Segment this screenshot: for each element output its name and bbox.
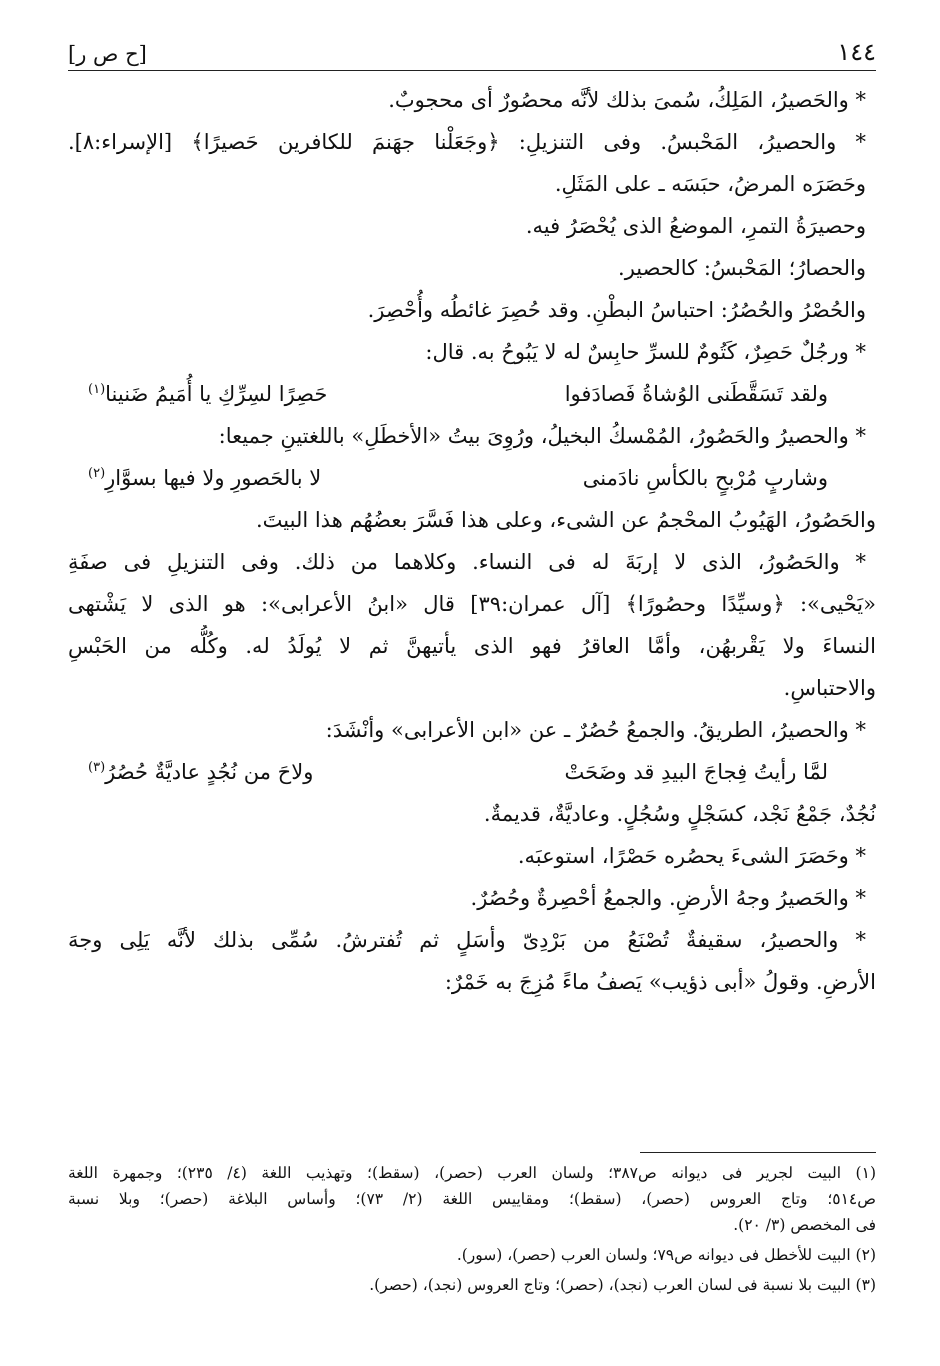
footnote-line: (٢) البيت للأخطل فى ديوانه ص٧٩؛ ولسان العرب (حصر)، (سور). [456,1246,876,1264]
text-line: وحَصَرَه المرضُ، حبَسَه ـ على المَثَلِ. [554,172,866,196]
text-line: * ورجُلٌ حَصِرٌ، كَتُومٌ للسرِّ حابِسٌ له لا يَبُوحُ به. قال: [425,340,866,364]
text-line: * والحَصُورُ، الذى لا إربَةَ له فى النساء. وكلاهما من ذلك. وفى التنزيلِ فى صفَةِ [68,550,866,574]
text-line: والحُصْرُ والحُصُرُ: احتباسُ البطْنِ. وقد حُصِرَ غائطُه وأُحْصِرَ. [367,298,866,322]
verse-first-hemistich: وشاربٍ مُرْبحٍ بالكأسِ نادَمنى [582,466,828,490]
verse-second-hemistich-text: ولاحَ من نُجُدٍ عاديَّةٌ حُصُرُ [105,760,314,784]
footnote-separator [640,1152,876,1153]
text-line: * والحصيرُ والحَصُورُ، المُمْسكُ البخيلُ، ورُوِىَ بيتُ «الأخطَلِ» باللغتينِ جميعا: [218,424,866,448]
verse-second-hemistich [88,373,327,415]
footnote-line: ص٥١٤؛ وتاج العروس (حصر)، (سقط)؛ ومقاييس اللغة (٢/ ٧٣)؛ وأساس البلاغة (حصر)؛ وبلا نسبة [68,1190,876,1208]
verse-second-hemistich-text: حَصِرًا لسِرِّكِ يا أُمَيمُ ضَنينا [105,382,328,406]
text-line: النساءَ ولا يَقْربهُن، وأمَّا العاقرُ فهو الذى يأتيهنَّ ثم لا يُولَدُ له. وكُلُّه من الحَبْسِ [68,634,876,658]
verse-first-hemistich: لمَّا رأيتُ فِجاجَ البيدِ قد وضَحَتْ [564,760,828,784]
verse-first-hemistich: ولقد تَسَقَّطَنى الوُشاةُ فَصادَفوا [564,382,828,406]
footnotes [68,1160,876,1298]
main-text [68,79,876,1003]
text-line: * والحصيرُ، المَحْبسُ. وفى التنزيلِ: ﴿وجَعَلْنا جهَنمَ للكافرين حَصيرًا﴾ [الإسراء:٨]. [68,130,866,154]
text-line: وحصيرَةُ التمرِ، الموضعُ الذى يُحْصَرُ فيه. [525,214,866,238]
text-line: والحصارُ؛ المَحْبسُ: كالحصير. [618,256,866,280]
verse-second-hemistich [88,751,313,793]
text-line: * وحَصَرَ الشىءَ يحصُره حَصْرًا، استوعبَه. [517,844,866,868]
text-line: * والحَصيرُ وجهُ الأرضِ. والجمعُ أحْصِرةٌ وحُصُرٌ. [470,886,866,910]
footnote-line: فى المخصص (٣/ ٢٠). [733,1216,876,1234]
text-line: «يَحْيى»: ﴿وسيِّدًا وحصُورًا﴾ [آل عمران:٣٩] قال «ابنُ الأعرابى»: هو الذى لا يَشْتهى [68,592,876,616]
text-line: * والحَصيرُ، المَلِكُ، سُمىَ بذلك لأنَّه محصُورٌ أى محجوبٌ. [388,88,866,112]
footnote-marker: (١) [88,382,106,397]
footnote-marker: (٣) [88,760,106,775]
poetry-verse [68,457,876,499]
text-line: نُجُدٌ، جَمْعُ نَجْد، كسَجْلٍ وسُجُلٍ. وعاديَّةٌ، قديمةٌ. [483,802,876,826]
text-line: * والحصيرُ، الطريقُ. والجمعُ حُصُرٌ ـ عن «ابن الأعرابى» وأنْشَدَ: [325,718,866,742]
running-head [68,30,876,71]
text-line: الأرضِ. وقولُ «أبى ذؤيب» يَصفُ ماءً مُزِجَ به خَمْرٌ: [444,970,876,994]
footnote-marker: (٢) [88,466,106,481]
poetry-verse [68,373,876,415]
footnote-line: (١) البيت لجرير فى ديوانه ص٣٨٧؛ ولسان العرب (حصر)، (سقط)؛ وتهذيب اللغة (٤/ ٢٣٥)؛ وجمهرة اللغة [68,1164,876,1182]
verse-second-hemistich [88,457,321,499]
entry-root-label: [ح ص ر] [68,42,147,66]
book-page [68,30,876,1346]
text-line: * والحصيرُ، سقيفةٌ تُصْنَعُ من بَرْدِىّ وأسَلٍ ثم تُفترشُ. سُمِّى بذلك لأنَّه يَلِى وجهَ [68,928,866,952]
page-number: ١٤٤ [837,38,876,66]
verse-second-hemistich-text: لا بالحَصورِ ولا فيها بسوَّارِ [105,466,322,490]
poetry-verse [68,751,876,793]
text-line: والاحتباسِ. [783,676,876,700]
footnote-line: (٣) البيت بلا نسبة فى لسان العرب (نجد)، (حصر)؛ وتاج العروس (نجد)، (حصر). [369,1276,876,1294]
text-line: والحَصُورُ، الهَيُوبُ المحْجمُ عن الشىء، وعلى هذا فَسَّرَ بعضُهُم هذا البيتَ. [255,508,876,532]
